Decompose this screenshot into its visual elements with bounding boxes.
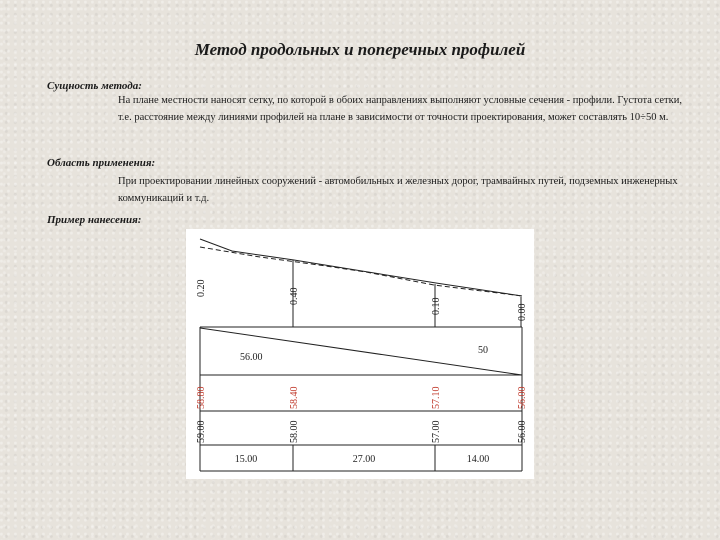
section-label-application: Область применения:: [47, 157, 156, 169]
design-mark: 56.00: [517, 386, 528, 409]
work-mark: 0.10: [431, 297, 442, 315]
design-mark: 58.80: [196, 386, 207, 409]
section-label-essence: Сущность метода:: [47, 80, 142, 92]
slope-value-label: 50: [478, 345, 488, 356]
section-text-essence: На плане местности наносят сетку, по которой в обоих направлениях выполняют условные сечения - профили. Густота сетки, т.е. расстояние между линиями профилей на плане в зависимости от точности проектирования, может составлять 10÷50 м.: [118, 95, 682, 123]
work-mark: 0.40: [289, 287, 300, 305]
page-title: Метод продольных и поперечных профилей: [194, 40, 526, 59]
design-grade-label: 56.00: [240, 352, 263, 363]
ground-mark: 57.00: [431, 420, 442, 443]
distance-label: 14.00: [466, 454, 490, 465]
work-mark: 0.00: [517, 303, 528, 321]
section-text-application: При проектировании линейных сооружений - автомобильных и железных дорог, трамвайных путей, подземных инженерных коммуникаций и т.д.: [118, 176, 678, 204]
profile-drawing: [186, 229, 534, 479]
distance-label: 15.00: [234, 454, 258, 465]
ground-profile-line: [200, 239, 522, 296]
design-mark: 57.10: [431, 386, 442, 409]
work-mark: 0.20: [196, 279, 207, 297]
section-label-example: Пример нанесения:: [47, 214, 142, 226]
ground-mark: 59.00: [196, 420, 207, 443]
distance-label: 27.00: [352, 454, 376, 465]
design-mark: 58.40: [289, 386, 300, 409]
profile-figure: [186, 229, 534, 479]
ground-mark: 56.00: [517, 420, 528, 443]
ground-mark: 58.00: [289, 420, 300, 443]
